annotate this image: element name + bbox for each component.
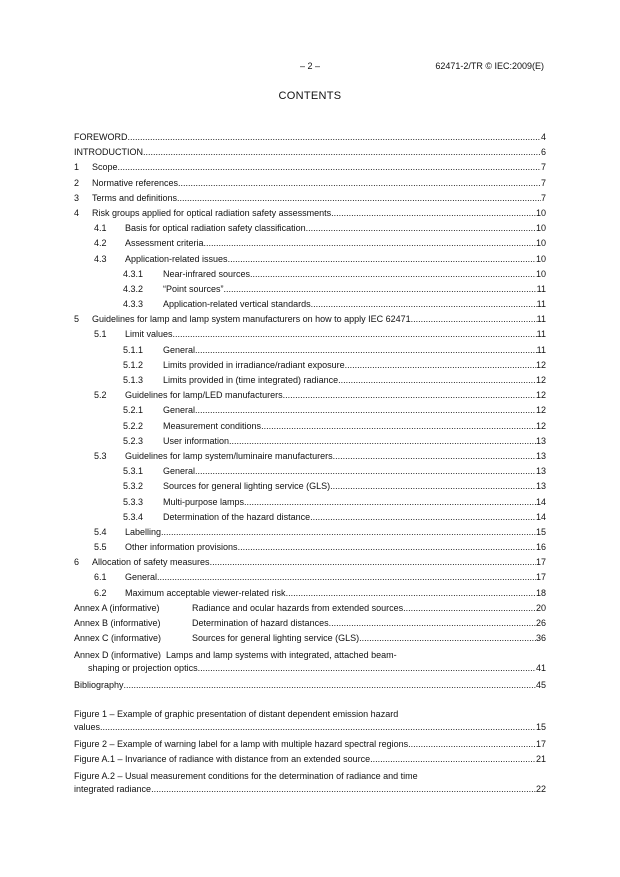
toc-label: Terms and definitions — [92, 192, 178, 203]
toc-entry-6-1[interactable] — [74, 570, 546, 585]
toc-label: Limit values — [125, 329, 173, 340]
toc-entry-introduction[interactable] — [74, 145, 546, 160]
toc-page: 12 — [535, 420, 546, 431]
toc-entry-2[interactable] — [74, 176, 546, 191]
toc-number: 5.1.1 — [123, 344, 144, 355]
toc-page: 12 — [535, 359, 546, 370]
toc-number: 4 — [74, 207, 80, 218]
toc-page: 12 — [535, 390, 546, 401]
toc-label: Labelling — [125, 526, 162, 537]
toc-page: 26 — [535, 618, 546, 628]
figure-entry-1[interactable] — [74, 708, 546, 734]
toc-label: Other information provisions — [125, 542, 238, 553]
toc-label: Application-related vertical standards — [163, 299, 311, 310]
toc-entry-4[interactable] — [74, 206, 546, 221]
toc-number: 6 — [74, 557, 80, 568]
toc-label: Allocation of safety measures — [92, 557, 210, 568]
toc-label: Guidelines for lamp/LED manufacturers — [125, 390, 283, 401]
toc-label: Scope — [92, 162, 118, 173]
toc-entry-5-3-3[interactable] — [74, 495, 546, 510]
toc-entry-5-5[interactable] — [74, 540, 546, 555]
toc-page: 45 — [535, 680, 546, 691]
toc-label: Determination of hazard distances — [192, 618, 329, 628]
toc-number: 5.3 — [94, 450, 107, 461]
toc-number: 4.1 — [94, 223, 107, 234]
toc-label: Sources for general lighting service (GLS) — [192, 633, 360, 644]
annex-prefix: Annex B (informative) — [74, 618, 161, 628]
toc-entry-4-3[interactable] — [74, 252, 546, 267]
toc-number: 4.2 — [94, 238, 107, 249]
toc-label: Determination of the hazard distance — [163, 511, 311, 522]
toc-number: 5.2.3 — [123, 435, 144, 446]
toc-entry-5-1-3[interactable] — [74, 373, 546, 388]
toc-label: Sources for general lighting service (GLS) — [163, 481, 331, 492]
toc-page: 13 — [535, 466, 546, 477]
toc-page: 11 — [536, 314, 546, 325]
toc-entry-annex-a[interactable] — [74, 601, 546, 616]
toc-page: 13 — [535, 450, 546, 461]
toc-number: 5.1.2 — [123, 359, 144, 370]
toc-label: Basis for optical radiation safety classification — [125, 223, 306, 234]
toc-number: 5.1 — [94, 329, 107, 340]
toc-entry-5-1[interactable] — [74, 327, 546, 342]
toc-page: 4 — [540, 132, 546, 142]
toc-number: 5.5 — [94, 542, 107, 553]
figure-caption-line1: Figure 1 – Example of graphic presentation of distant dependent emission hazard — [74, 708, 399, 719]
toc-entry-5-4[interactable] — [74, 525, 546, 540]
figure-caption-line1: Figure A.2 – Usual measurement conditions for the determination of radiance and time — [74, 770, 418, 781]
toc-page: 20 — [535, 602, 546, 613]
toc-page: 10 — [535, 223, 546, 234]
toc-entry-annex-c[interactable] — [74, 631, 546, 646]
toc-number: 5.3.2 — [123, 481, 144, 492]
toc-number: 2 — [74, 177, 80, 188]
toc-label: Bibliography — [74, 680, 124, 691]
toc-label: “Point sources” — [163, 283, 224, 294]
toc-page: 15 — [535, 526, 546, 537]
toc-entry-1[interactable] — [74, 160, 546, 175]
toc-entry-4-1[interactable] — [74, 221, 546, 236]
toc-entry-5-3-4[interactable] — [74, 510, 546, 525]
toc-number: 5.4 — [94, 526, 107, 537]
toc-page: 10 — [535, 253, 546, 264]
toc-page: 11 — [536, 283, 546, 294]
toc-number: 5.2.2 — [123, 420, 144, 431]
toc-label: General — [163, 344, 196, 355]
toc-label: General — [163, 466, 196, 477]
figure-caption-line2: integrated radiance — [74, 783, 152, 794]
toc-number: 4.3.3 — [123, 299, 144, 310]
toc-page: 17 — [535, 738, 546, 749]
toc-entry-4-3-2[interactable] — [74, 282, 546, 297]
toc-label: Guidelines for lamp system/luminaire manufacturers — [125, 450, 333, 461]
toc-number: 5.3.4 — [123, 511, 144, 522]
document-id: 62471-2/TR © IEC:2009(E) — [435, 61, 544, 71]
page-number: – 2 – — [299, 61, 321, 71]
table-of-contents — [74, 130, 546, 799]
toc-label: Limits provided in irradiance/radiant exposure — [163, 359, 345, 370]
toc-page: 17 — [535, 572, 546, 583]
annex-prefix: Annex C (informative) — [74, 633, 162, 644]
toc-page: 16 — [535, 542, 546, 553]
toc-label: General — [163, 405, 196, 416]
toc-number: 5.2 — [94, 390, 107, 401]
toc-number: 4.3.2 — [123, 283, 144, 294]
toc-entry-6-2[interactable] — [74, 586, 546, 601]
toc-label: Measurement conditions — [163, 420, 262, 431]
toc-label: Application-related issues — [125, 253, 228, 264]
toc-page: 11 — [536, 299, 546, 310]
toc-entry-annex-b[interactable] — [74, 616, 546, 631]
toc-page: 11 — [536, 344, 546, 355]
toc-entry-5-1-2[interactable] — [74, 358, 546, 373]
annex-prefix: Annex A (informative) — [74, 602, 160, 613]
toc-page: 10 — [535, 238, 546, 249]
toc-page: 14 — [535, 511, 546, 522]
toc-page: 36 — [535, 633, 546, 644]
toc-page: 10 — [535, 207, 546, 218]
figure-caption: Figure A.1 – Invariance of radiance with distance from an extended source — [74, 753, 371, 764]
toc-number: 6.1 — [94, 572, 107, 583]
toc-entry-foreword[interactable] — [74, 130, 546, 145]
toc-number: 6.2 — [94, 587, 107, 598]
toc-label: Radiance and ocular hazards from extended sources — [192, 602, 404, 613]
figure-entry-a2[interactable] — [74, 770, 546, 796]
toc-entry-5-2-2[interactable] — [74, 419, 546, 434]
toc-label: Maximum acceptable viewer-related risk — [125, 587, 286, 598]
toc-page: 13 — [535, 435, 546, 446]
toc-label: Assessment criteria — [125, 238, 204, 249]
toc-page: 17 — [535, 557, 546, 568]
toc-entry-5-2[interactable] — [74, 388, 546, 403]
toc-page: 41 — [535, 663, 546, 674]
toc-label-line1: Lamps and lamp systems with integrated, attached beam- — [166, 650, 397, 661]
toc-page: 12 — [535, 405, 546, 416]
toc-number: 1 — [74, 162, 80, 173]
toc-page: 22 — [535, 783, 546, 794]
toc-entry-5-2-1[interactable] — [74, 403, 546, 418]
toc-page: 18 — [535, 587, 546, 598]
toc-number: 4.3 — [94, 253, 107, 264]
toc-page: 6 — [540, 147, 546, 158]
figure-caption-line2: values — [74, 721, 101, 732]
contents-title: CONTENTS — [278, 90, 342, 102]
toc-entry-4-2[interactable] — [74, 236, 546, 251]
toc-label-line2: shaping or projection optics — [88, 663, 198, 674]
toc-number: 5.3.3 — [123, 496, 144, 507]
toc-label: Risk groups applied for optical radiation safety assessments — [92, 207, 332, 218]
toc-page: 13 — [535, 481, 546, 492]
toc-label: Near-infrared sources — [163, 268, 251, 279]
figure-entry-a1[interactable] — [74, 752, 546, 767]
toc-entry-6[interactable] — [74, 555, 546, 570]
toc-page: 7 — [540, 177, 546, 188]
toc-entry-5-3-1[interactable] — [74, 464, 546, 479]
toc-page: 12 — [535, 375, 546, 385]
toc-label: INTRODUCTION — [74, 147, 143, 158]
toc-number: 5 — [74, 314, 80, 325]
toc-entry-5-2-3[interactable] — [74, 434, 546, 449]
toc-entry-5[interactable] — [74, 312, 546, 327]
toc-label: General — [125, 572, 158, 583]
toc-number: 5.2.1 — [123, 405, 144, 416]
toc-entry-annex-d[interactable] — [74, 649, 546, 675]
annex-prefix: Annex D (informative) — [74, 650, 162, 661]
toc-page: 14 — [535, 496, 546, 507]
toc-page: 11 — [536, 329, 546, 340]
toc-label: Normative references — [92, 177, 179, 188]
toc-entry-5-3-2[interactable] — [74, 479, 546, 494]
toc-page: 21 — [535, 753, 546, 764]
toc-label: Limits provided in (time integrated) radiance — [163, 375, 339, 385]
toc-page: 15 — [535, 721, 546, 732]
toc-number: 3 — [74, 192, 80, 203]
toc-number: 4.3.1 — [123, 268, 144, 279]
figure-entry-2[interactable] — [74, 737, 546, 752]
toc-label: Guidelines for lamp and lamp system manufacturers on how to apply IEC 62471 — [92, 314, 411, 325]
toc-label: Multi-purpose lamps — [163, 496, 245, 507]
toc-number: 5.1.3 — [123, 375, 144, 385]
figure-caption: Figure 2 – Example of warning label for a lamp with multiple hazard spectral regions — [74, 738, 409, 749]
toc-label: FOREWORD — [74, 132, 128, 142]
toc-page: 10 — [535, 268, 546, 279]
toc-number: 5.3.1 — [123, 466, 144, 477]
toc-entry-4-3-3[interactable] — [74, 297, 546, 312]
toc-label: User information — [163, 435, 230, 446]
toc-entry-5-1-1[interactable] — [74, 343, 546, 358]
toc-entry-3[interactable] — [74, 191, 546, 206]
toc-entry-bibliography[interactable] — [74, 678, 546, 693]
toc-page: 7 — [540, 162, 546, 173]
toc-entry-4-3-1[interactable] — [74, 267, 546, 282]
toc-entry-5-3[interactable] — [74, 449, 546, 464]
toc-page: 7 — [540, 192, 546, 203]
